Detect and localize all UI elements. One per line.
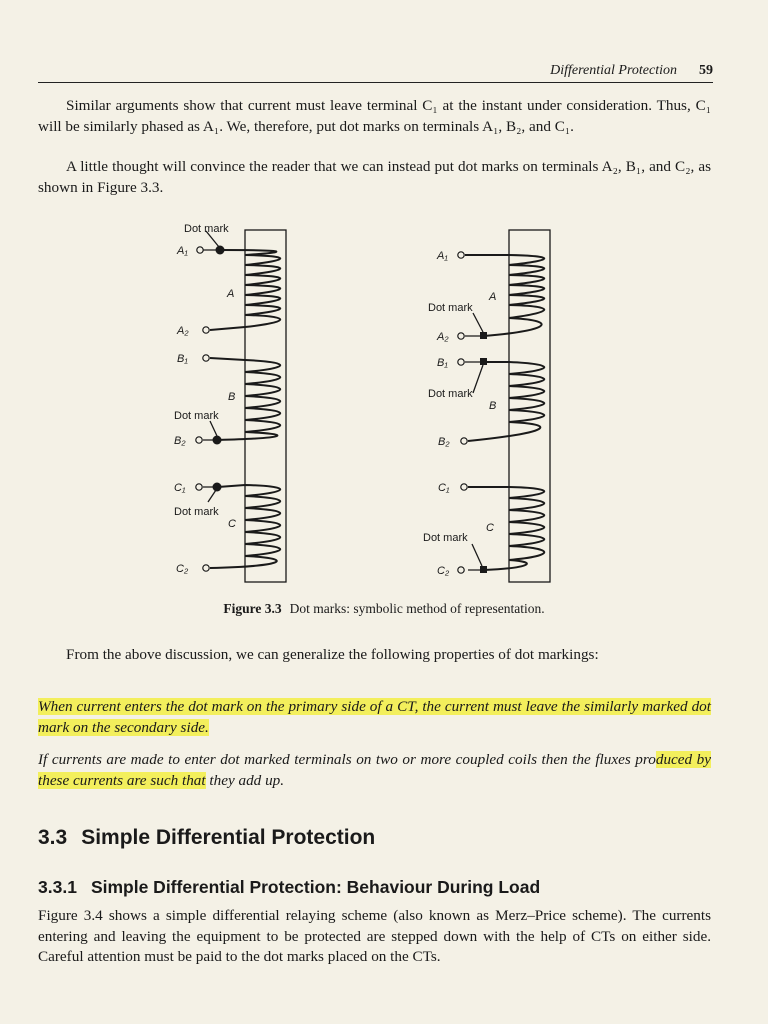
right-label-c2: C₂ [437,565,450,577]
figure-caption [0,601,768,617]
section-number: 3.3 [38,826,68,849]
right-label-dot-mark-a: Dot mark [428,302,473,314]
left-terminal-a1 [197,247,203,253]
right-label-a2: A₂ [437,331,449,343]
left-label-coil-a: A [227,288,235,300]
section-title: Simple Differential Protection [81,826,376,849]
left-terminal-b1 [203,355,209,361]
left-dot-arrow-c [208,490,216,502]
right-dot-a2 [480,332,487,339]
left-label-dot-mark-c: Dot mark [174,506,219,518]
left-terminal-c2 [203,565,209,571]
right-label-coil-a: A [489,291,497,303]
running-header [38,60,713,83]
left-dot-b2 [213,436,222,445]
property-2-end: they add up. [205,771,285,789]
right-terminal-c1 [461,484,467,490]
right-dot-c2 [480,566,487,573]
property-1 [38,697,711,738]
figure-3-3-diagram [0,215,768,595]
running-title: Differential Protection [550,63,677,78]
property-2-start: If currents are made to enter dot marked terminals on two or more coupled coils then the fluxes pro [38,751,656,768]
right-terminal-a2 [458,333,464,339]
right-label-coil-c: C [486,522,494,534]
paragraph-final: Figure 3.4 shows a simple differential relaying scheme (also known as Merz–Price scheme). The currents entering and leaving the equipment to be protected are stepped down with the help of CTs on either side. Careful attention must be paid to the dot marks placed on the CTs. [38,907,711,965]
figure-caption-text: Dot marks: symbolic method of representation. [289,601,545,616]
right-dot-b1 [480,358,487,365]
left-terminal-b2 [196,437,202,443]
left-label-b1: B₁ [177,353,188,365]
right-dot-arrow-c [472,544,482,566]
right-terminal-c2 [458,567,464,573]
right-coil-c [468,487,544,570]
right-label-coil-b: B [489,400,497,412]
left-label-coil-c: C [228,518,236,530]
section-heading-3-3 [38,826,375,850]
right-label-dot-mark-b: Dot mark [428,388,473,400]
right-label-a1: A₁ [437,250,448,262]
right-label-c1: C₁ [438,482,450,494]
left-label-coil-b: B [228,391,236,403]
left-label-c2: C₂ [176,563,189,575]
property-1-highlight: When current enters the dot mark on the primary side of a CT, the current must leave the similarly marked dot mark on the secondary side. [38,698,711,736]
right-terminal-b2 [461,438,467,444]
figure-number: Figure 3.3 [223,601,282,616]
right-dot-arrow-b [473,365,483,393]
right-label-dot-mark-c: Dot mark [423,532,468,544]
left-terminal-a2 [203,327,209,333]
left-label-a1: A₁ [177,245,188,257]
property-2 [38,750,711,791]
right-dot-arrow-a [473,313,483,332]
left-dot-arrow-b [210,421,217,436]
subsection-heading-3-3-1 [38,877,540,898]
left-terminal-c1 [196,484,202,490]
subsection-number: 3.3.1 [38,877,77,897]
right-terminal-b1 [458,359,464,365]
page-number: 59 [699,63,713,78]
paragraph-3: From the above discussion, we can generalize the following properties of dot markings: [66,646,599,663]
subsection-title: Simple Differential Protection: Behaviour During Load [90,877,541,897]
right-label-b1: B₁ [437,357,448,369]
right-label-b2: B₂ [438,436,450,448]
right-terminal-a1 [458,252,464,258]
left-label-a2: A₂ [177,325,189,337]
left-label-dot-mark-top: Dot mark [184,223,229,235]
left-dot-c1 [213,483,222,492]
left-label-dot-mark-b: Dot mark [174,410,219,422]
left-dot-a1 [216,246,225,255]
property-2-highlight: duced by these currents are such that [38,751,711,789]
left-label-b2: B₂ [174,435,186,447]
paragraph-2: A little thought will convince the reader that we can instead put dot marks on terminals A₂, B₁, and C₂, as shown in Figure 3.3. [38,158,711,196]
right-coil-a [465,255,544,336]
left-label-c1: C₁ [174,482,186,494]
paragraph-1: Similar arguments show that current must leave terminal C₁ at the instant under consideration. Thus, C₁ will be similarly phased as A₁. We, therefore, put dot marks on terminals A₁, B₂, and C₁. [38,97,711,135]
